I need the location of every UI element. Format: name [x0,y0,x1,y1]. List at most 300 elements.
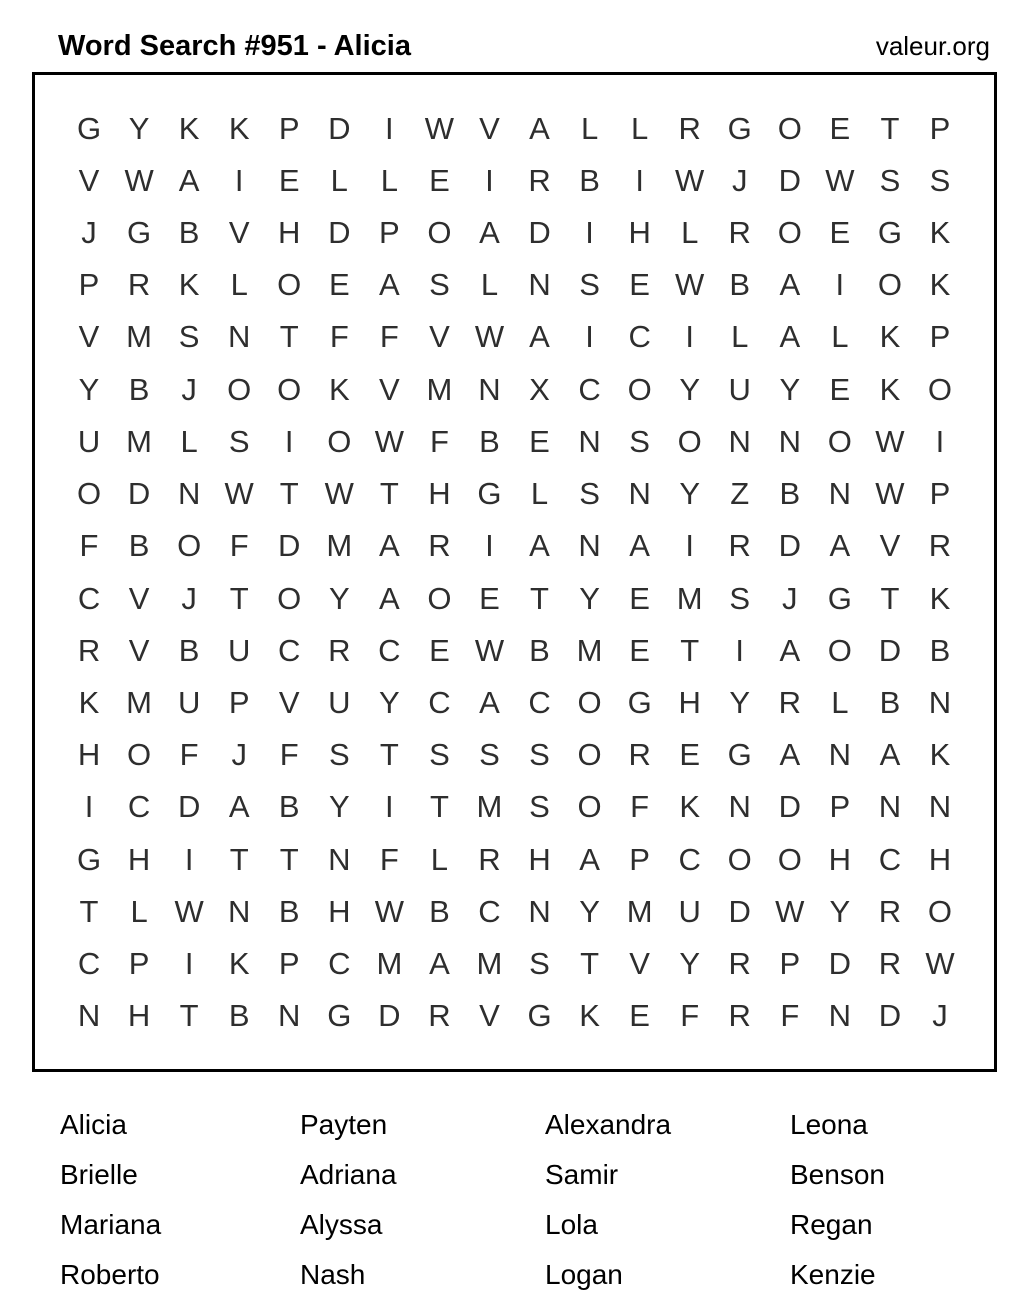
grid-letter: B [429,893,450,929]
grid-letter: A [779,319,801,355]
grid-letter: Y [579,580,600,616]
grid-letter: J [181,580,197,616]
grid-letter: L [330,162,348,198]
grid-letter: H [928,841,952,877]
site-name: valeur.org [875,31,990,61]
grid-letter: A [379,528,400,564]
grid-letter: O [577,789,602,825]
grid-letter: C [878,841,902,877]
grid-letter: N [728,423,751,459]
grid-letter: O [127,737,152,773]
word-list-item: Roberto [60,1259,160,1290]
grid-letter: M [476,946,503,982]
grid-letter: L [430,841,449,877]
grid-letter: T [429,789,449,825]
grid-letter: E [829,110,851,146]
grid-letter: M [326,528,353,564]
grid-letter: B [128,371,150,407]
grid-letter: F [429,423,449,459]
grid-letter: O [277,580,302,616]
grid-letter: M [126,319,152,355]
grid-letter: M [626,893,653,929]
grid-letter: W [925,946,955,982]
grid-letter: B [479,423,500,459]
grid-letter: K [78,685,100,721]
grid-letter: O [277,371,302,407]
grid-letter: M [126,423,152,459]
word-list-item: Payten [300,1109,388,1140]
word-list-item: Benson [790,1159,885,1190]
grid-letter: R [77,632,101,668]
grid-letter: C [77,946,101,982]
grid-letter: O [577,737,602,773]
grid-letter: G [827,580,852,616]
grid-letter: N [828,476,852,512]
grid-letter: U [678,893,701,929]
grid-letter: K [228,946,250,982]
grid-letter: O [76,476,102,512]
grid-letter: N [928,685,952,721]
grid-letter: D [528,215,551,251]
grid-letter: K [579,998,600,1034]
grid-letter: E [479,580,500,616]
grid-letter: A [379,267,400,303]
grid-letter: H [678,685,701,721]
grid-letter: T [179,998,199,1034]
grid-letter: V [128,580,150,616]
grid-letter: N [478,371,501,407]
grid-letter: O [877,267,902,303]
grid-letter: O [827,632,852,668]
grid-letter: W [374,423,404,459]
grid-letter: S [178,319,200,355]
grid-letter: I [385,110,394,146]
word-list-item: Mariana [60,1209,162,1240]
grid-letter: A [529,528,550,564]
word-list-item: Nash [300,1259,366,1290]
grid-letter: W [825,162,855,198]
grid-letter: C [77,580,101,616]
grid-letter: S [729,580,751,616]
grid-letter: V [128,632,150,668]
grid-letter: N [578,528,601,564]
grid-letter: E [529,423,550,459]
word-list-item: Regan [790,1209,873,1240]
grid-letter: P [779,946,801,982]
grid-letter: M [676,580,703,616]
grid-letter: Y [78,371,100,407]
grid-letter: L [380,162,398,198]
grid-letter: L [580,110,599,146]
grid-letter: K [929,215,951,251]
grid-letter: B [128,528,150,564]
grid-letter: Y [679,476,701,512]
word-list-item: Alexandra [545,1109,672,1140]
grid-letter: E [629,998,650,1034]
word-search-grid [32,72,997,1072]
grid-letter: P [78,267,100,303]
grid-letter: C [428,685,451,721]
grid-letter: T [530,580,549,616]
grid-letter: G [127,215,152,251]
page-header [58,30,990,63]
grid-letter: A [379,580,400,616]
grid-letter: P [228,685,250,721]
grid-letter: E [629,580,650,616]
grid-letter: O [727,841,752,877]
grid-letter: P [128,946,150,982]
grid-letter: W [875,423,905,459]
grid-letter: O [827,423,852,459]
grid-letter: G [727,737,752,773]
grid-letter: K [929,580,951,616]
grid-letter: S [429,267,450,303]
grid-letter: V [78,319,100,355]
grid-letter: U [328,685,351,721]
grid-letter: K [328,371,350,407]
grid-letter: D [878,632,902,668]
grid-letter: G [627,685,652,721]
grid-letter: B [879,685,901,721]
grid-letter: D [127,476,151,512]
grid-letter: W [424,110,455,146]
grid-letter: G [76,841,102,877]
grid-letter: A [529,319,550,355]
grid-letter: S [328,737,350,773]
grid-letter: C [578,371,601,407]
grid-letter: N [328,841,351,877]
grid-letter: R [878,946,902,982]
grid-letter: A [779,267,801,303]
grid-letter: T [580,946,600,982]
grid-letter: M [126,685,152,721]
grid-letter: N [878,789,902,825]
grid-letter: N [528,893,551,929]
grid-letter: H [628,215,651,251]
grid-letter: R [728,998,751,1034]
grid-letter: I [685,319,694,355]
grid-letter: J [231,737,247,773]
grid-letter: V [479,110,500,146]
grid-letter: G [76,110,102,146]
grid-letter: O [627,371,652,407]
grid-letter: A [228,789,250,825]
grid-letter: N [227,319,251,355]
grid-letter: W [224,476,254,512]
grid-letter: H [278,215,301,251]
grid-letter: E [629,632,650,668]
grid-letter: N [828,998,852,1034]
grid-letter: S [579,476,600,512]
grid-letter: D [378,998,401,1034]
grid-letter: E [278,162,300,198]
grid-letter: R [628,737,651,773]
grid-letter: L [230,267,248,303]
grid-letter: M [476,789,503,825]
grid-letter: E [679,737,701,773]
grid-letter: K [178,267,200,303]
grid-letter: Y [679,371,701,407]
grid-letter: Y [128,110,150,146]
grid-letter: I [735,632,745,668]
grid-letter: P [829,789,851,825]
word-list-item: Brielle [60,1159,138,1190]
grid-letter: E [829,215,851,251]
word-list-item: Alyssa [300,1209,383,1240]
grid-letter: O [177,528,202,564]
grid-letter: S [529,737,550,773]
grid-letter: Y [779,371,801,407]
grid-letter: A [579,841,600,877]
grid-letter: L [681,215,699,251]
grid-letter: A [629,528,650,564]
grid-letter: N [728,789,751,825]
grid-letter: R [428,528,451,564]
grid-letter: I [184,946,194,982]
grid-letter: F [329,319,349,355]
grid-letter: P [629,841,650,877]
grid-letter: F [379,319,399,355]
grid-letter: K [929,737,951,773]
grid-letter: V [379,371,400,407]
grid-letter: K [228,110,250,146]
grid-letter: L [130,893,148,929]
grid-letter: C [678,841,701,877]
grid-letter: J [782,580,798,616]
grid-letter: B [178,632,200,668]
grid-letter: Y [729,685,751,721]
grid-letter: G [727,110,752,146]
grid-letter: W [174,893,204,929]
grid-letter: B [228,998,250,1034]
grid-letter: V [429,319,450,355]
grid-letter: O [277,267,302,303]
grid-letter: K [879,319,901,355]
grid-letter: S [529,789,550,825]
grid-letter: Y [328,789,350,825]
grid-letter: K [879,371,901,407]
grid-letter: D [328,110,351,146]
word-list [60,1100,1030,1300]
grid-letter: W [675,267,705,303]
grid-letter: F [780,998,800,1034]
grid-letter: W [474,632,505,668]
grid-letter: E [629,267,650,303]
grid-letter: V [228,215,250,251]
grid-letter: W [675,162,705,198]
grid-letter: S [629,423,650,459]
grid-letter: H [828,841,852,877]
grid-letter: H [127,841,151,877]
grid-letter: O [677,423,702,459]
grid-letter: T [379,476,399,512]
grid-letter: W [875,476,905,512]
grid-letter: C [127,789,151,825]
grid-letter: U [77,423,101,459]
grid-letter: I [84,789,94,825]
grid-letter: M [426,371,453,407]
grid-letter: D [728,893,751,929]
grid-letter: S [579,267,600,303]
grid-letter: J [932,998,948,1034]
grid-letter: P [929,319,951,355]
grid-letter: E [829,371,851,407]
grid-letter: K [929,267,951,303]
grid-letter: S [879,162,901,198]
grid-letter: P [379,215,400,251]
grid-letter: O [577,685,602,721]
grid-letter: O [927,893,953,929]
grid-letter: Y [579,893,600,929]
grid-letter: L [731,319,749,355]
grid-letter: C [328,946,351,982]
grid-letter: R [127,267,151,303]
grid-letter: J [731,162,748,198]
grid-letter: B [929,632,951,668]
grid-letter: T [229,580,249,616]
grid-letter: N [828,737,852,773]
grid-letter: R [328,632,351,668]
grid-letter: R [528,162,551,198]
grid-letter: N [928,789,952,825]
grid-letter: G [477,476,502,512]
grid-letter: N [578,423,601,459]
word-list-item: Samir [545,1159,619,1190]
grid-letter: A [779,737,801,773]
grid-letter: D [828,946,852,982]
grid-letter: B [779,476,801,512]
grid-letter: T [880,110,900,146]
grid-letter: B [579,162,600,198]
grid-letter: P [929,476,951,512]
grid-letter: B [178,215,200,251]
grid-letter: X [529,371,550,407]
grid-letter: L [180,423,198,459]
grid-letter: N [278,998,301,1034]
grid-letter: D [778,789,801,825]
grid-letter: V [879,528,901,564]
grid-letter: T [880,580,900,616]
grid-letter: I [935,423,945,459]
grid-letter: W [124,162,154,198]
grid-letter: L [831,319,849,355]
grid-letter: M [576,632,603,668]
grid-letter: O [927,371,953,407]
grid-letter: R [728,946,751,982]
grid-letter: T [680,632,700,668]
grid-letter: R [428,998,451,1034]
grid-letter: H [328,893,351,929]
grid-letter: L [480,267,499,303]
grid-letter: V [629,946,650,982]
grid-letter: D [778,528,801,564]
grid-letter: A [479,215,500,251]
grid-letter: U [227,632,251,668]
word-list-item: Logan [545,1259,623,1290]
grid-letter: W [324,476,354,512]
grid-letter: O [327,423,352,459]
grid-letter: T [379,737,399,773]
grid-letter: D [328,215,351,251]
grid-letter: C [628,319,651,355]
grid-letter: F [279,737,299,773]
grid-letter: R [728,215,751,251]
grid-letter: T [279,476,299,512]
grid-letter: I [585,319,594,355]
grid-letter: I [385,789,394,825]
grid-letter: D [177,789,201,825]
grid-letter: B [529,632,550,668]
grid-letter: S [479,737,500,773]
grid-letter: F [229,528,249,564]
grid-letter: W [775,893,805,929]
grid-letter: H [428,476,451,512]
grid-letter: O [427,580,452,616]
grid-letter: I [835,267,845,303]
grid-letter: S [929,162,951,198]
grid-letter: I [184,841,194,877]
grid-letter: S [228,423,250,459]
grid-letter: C [278,632,301,668]
grid-letter: J [81,215,97,251]
grid-letter: A [879,737,901,773]
grid-letter: I [284,423,294,459]
grid-letter: O [227,371,252,407]
grid-letter: F [379,841,399,877]
grid-letter: N [628,476,651,512]
grid-letter: W [374,893,404,929]
grid-letter: V [479,998,500,1034]
grid-letter: I [234,162,244,198]
grid-letter: I [585,215,594,251]
grid-letter: T [279,319,299,355]
grid-letter: V [278,685,300,721]
grid-letter: H [528,841,551,877]
grid-letter: R [928,528,952,564]
grid-letter: D [278,528,301,564]
grid-letter: R [728,528,751,564]
grid-letter: I [685,528,694,564]
grid-letter: B [278,789,300,825]
grid-letter: Y [679,946,701,982]
grid-letter: G [327,998,352,1034]
grid-letter: O [777,110,802,146]
grid-letter: C [528,685,551,721]
grid-letter: N [778,423,801,459]
grid-letter: O [427,215,452,251]
grid-letter: N [227,893,251,929]
grid-letter: V [78,162,100,198]
grid-letter: K [178,110,200,146]
grid-letter: E [429,162,450,198]
grid-letter: O [777,841,802,877]
grid-letter: N [177,476,201,512]
grid-letter: B [278,893,300,929]
grid-letter: R [478,841,501,877]
grid-letter: R [678,110,701,146]
grid-letter: T [279,841,299,877]
grid-letter: T [79,893,99,929]
grid-letter: G [527,998,552,1034]
grid-letter: F [79,528,99,564]
grid-letter: D [778,162,801,198]
grid-letter: T [229,841,249,877]
grid-letter: P [278,110,300,146]
grid-letter: E [328,267,350,303]
grid-letter: L [831,685,849,721]
grid-letter: H [77,737,101,773]
grid-letter: L [530,476,549,512]
